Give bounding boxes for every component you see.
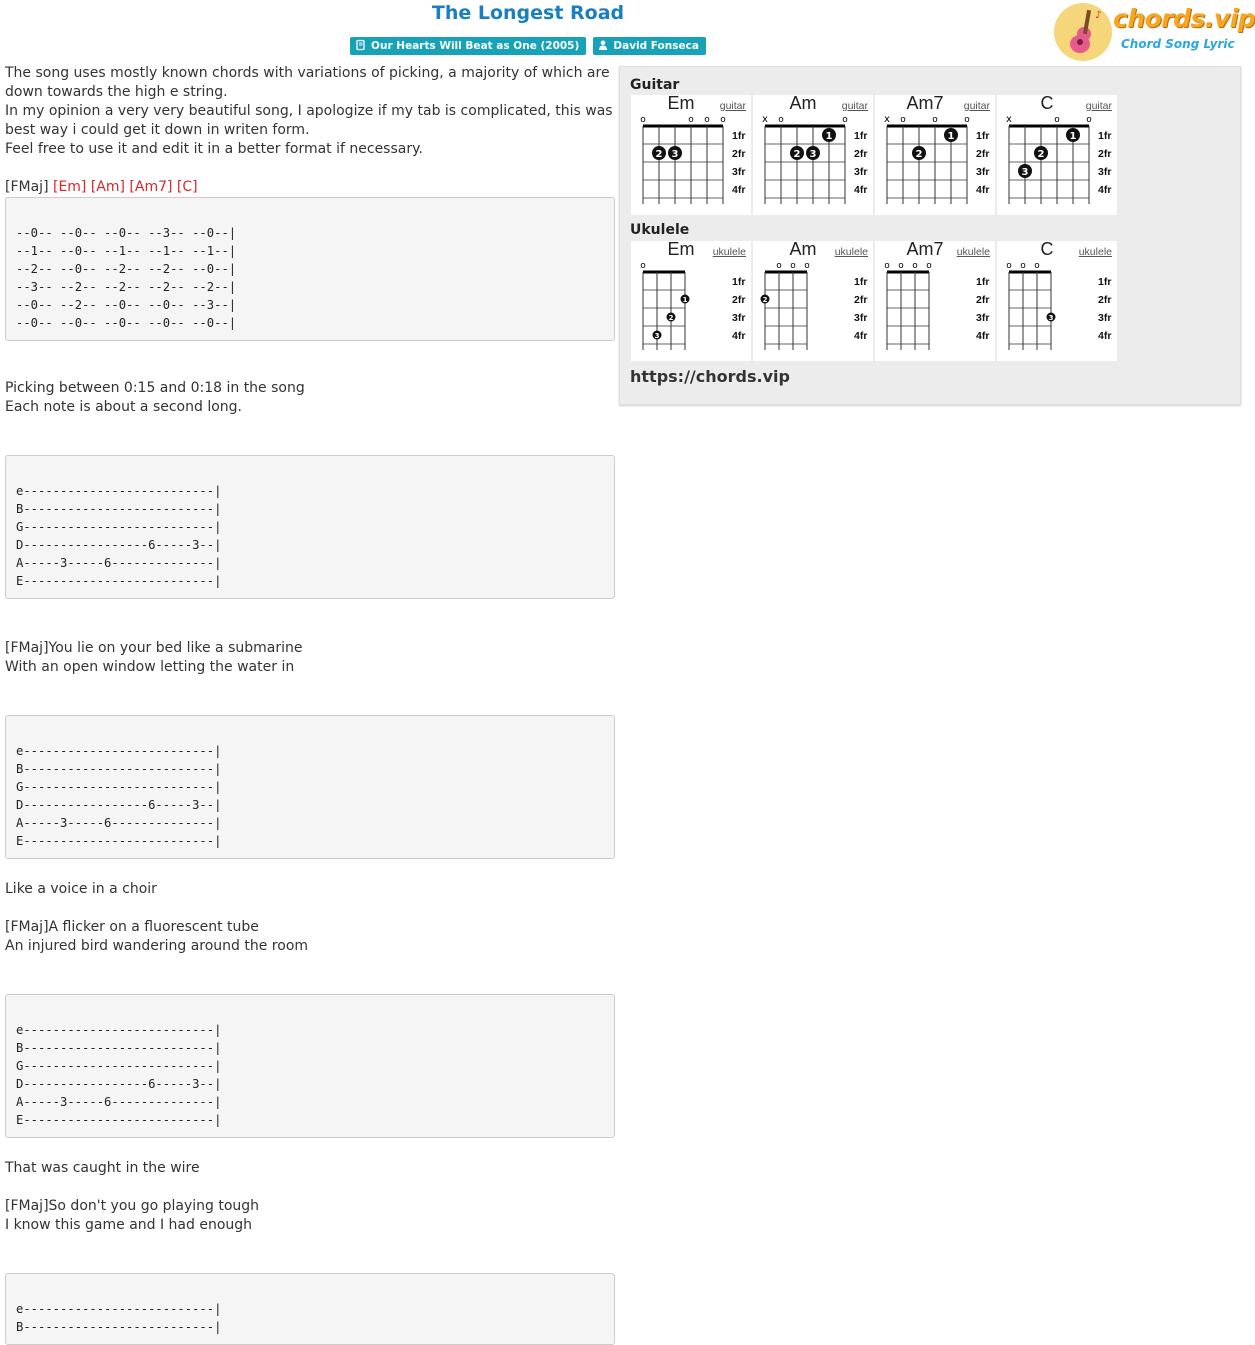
lyric-line: Each note is about a second long.: [5, 399, 242, 415]
finger-number: 1: [825, 131, 833, 142]
artist-badge[interactable]: [593, 37, 706, 55]
open-string-marker: o: [1086, 115, 1092, 125]
open-string-marker: o: [720, 115, 726, 125]
fret-number-label: 4fr: [732, 184, 746, 196]
finger-number: 3: [1048, 314, 1054, 322]
finger-number: 1: [947, 131, 955, 142]
artist-badge-label: David Fonseca: [613, 40, 699, 52]
fret-number-label: 1fr: [1098, 276, 1112, 288]
album-badge-label: Our Hearts Will Beat as One (2005): [371, 40, 580, 52]
muted-string-marker: x: [884, 114, 890, 125]
user-icon: [599, 40, 607, 50]
chord-diagram-am7[interactable]: [875, 241, 995, 361]
instrument-link[interactable]: ukulele: [1078, 246, 1112, 258]
fretboard-diagram: [631, 95, 751, 215]
chord-diagram-am7[interactable]: [875, 95, 995, 215]
fretboard-diagram: [875, 241, 995, 361]
fretboard-diagram: [997, 241, 1117, 361]
lyric-line: An injured bird wandering around the room: [5, 938, 309, 954]
fret-number-label: 4fr: [732, 330, 746, 342]
chord-diagram-name: Am7: [906, 239, 944, 259]
intro-line: The song uses mostly known chords with variations of picking, a majority of which are down towards the high e string.: [5, 65, 610, 100]
fret-number-label: 1fr: [976, 130, 990, 142]
fretboard-diagram: [875, 95, 995, 215]
fret-number-label: 2fr: [1098, 294, 1112, 306]
instrument-link[interactable]: guitar: [1085, 100, 1112, 112]
fret-number-label: 1fr: [732, 130, 746, 142]
intro-line: In my opinion a very very beautiful song, I apologize if my tab is complicated, this was best way i could get it down in writen form.: [5, 103, 613, 138]
badge-row: [0, 34, 1056, 55]
fret-number-label: 3fr: [976, 166, 990, 178]
fret-number-label: 4fr: [1098, 184, 1112, 196]
fret-number-label: 1fr: [732, 276, 746, 288]
chord-diagram-c[interactable]: [997, 241, 1117, 361]
intro-line: Feel free to use it and edit it in a better format if necessary.: [5, 141, 423, 157]
open-string-marker: o: [900, 115, 906, 125]
tab-block: e--------------------------| B--------------------------| G--------------------------| D-----------------6-----3--| A-----3-----6--------------| E--------------------------|: [5, 715, 615, 859]
open-string-marker: o: [884, 261, 890, 271]
instrument-link[interactable]: ukulele: [956, 246, 990, 258]
open-string-marker: o: [912, 261, 918, 271]
guitar-label: Guitar: [630, 77, 680, 93]
fret-number-label: 2fr: [976, 294, 990, 306]
fret-number-label: 3fr: [854, 312, 868, 324]
instrument-link[interactable]: guitar: [719, 100, 746, 112]
open-string-marker: o: [790, 261, 796, 271]
fret-number-label: 1fr: [1098, 130, 1112, 142]
open-string-marker: o: [926, 261, 932, 271]
open-string-marker: o: [704, 115, 710, 125]
fret-number-label: 3fr: [732, 166, 746, 178]
finger-number: 2: [1037, 149, 1045, 160]
chord-diagram-c[interactable]: [997, 95, 1117, 215]
chord-diagram-am[interactable]: [753, 95, 873, 215]
chord-diagram-name: C: [1040, 93, 1054, 113]
chord-names[interactable]: [Em] [Am] [Am7] [C]: [52, 179, 198, 195]
chord-line-prefix: [FMaj]: [5, 179, 49, 195]
chord-diagram-name: Am: [789, 239, 817, 259]
fret-number-label: 2fr: [732, 294, 746, 306]
lyric-line: With an open window letting the water in: [5, 659, 295, 675]
fret-number-label: 1fr: [976, 276, 990, 288]
page-title: The Longest Road: [431, 2, 625, 24]
chord-diagram-name: Em: [667, 93, 695, 113]
chord-diagram-name: C: [1040, 239, 1054, 259]
tab-block: e--------------------------| B--------------------------| G--------------------------| D-----------------6-----3--| A-----3-----6--------------| E--------------------------|: [5, 455, 615, 599]
chord-diagram-em[interactable]: [631, 95, 751, 215]
fret-number-label: 4fr: [854, 330, 868, 342]
fret-number-label: 4fr: [1098, 330, 1112, 342]
tab-block: e--------------------------| B--------------------------|: [5, 1273, 615, 1345]
tab-block: e--------------------------| B--------------------------| G--------------------------| D-----------------6-----3--| A-----3-----6--------------| E--------------------------|: [5, 994, 615, 1138]
site-url-link[interactable]: https://chords.vip: [630, 367, 790, 386]
chord-diagrams-panel: [619, 66, 1241, 405]
open-string-marker: o: [1034, 261, 1040, 271]
open-string-marker: o: [932, 115, 938, 125]
fret-number-label: 4fr: [976, 330, 990, 342]
fret-number-label: 4fr: [854, 184, 868, 196]
tab-block: --0-- --0-- --0-- --3-- --0--| --1-- --0-- --1-- --1-- --1--| --2-- --0-- --2-- --2-- --0--| --3-- --2-- --2-- --2-- --2--| --0-- --2-- --0-- --0-- --3--| --0-- --0-- --0-- --0-- --0--|: [5, 197, 615, 341]
fret-number-label: 2fr: [1098, 148, 1112, 160]
chord-diagram-name: Am: [789, 93, 817, 113]
fret-number-label: 3fr: [854, 166, 868, 178]
lyric-line: [FMaj]A flicker on a fluorescent tube: [5, 919, 259, 935]
finger-number: 3: [809, 149, 817, 160]
open-string-marker: o: [688, 115, 694, 125]
instrument-link[interactable]: ukulele: [834, 246, 868, 258]
open-string-marker: o: [778, 115, 784, 125]
fret-number-label: 3fr: [732, 312, 746, 324]
ukulele-label: Ukulele: [630, 222, 690, 238]
fret-number-label: 2fr: [854, 148, 868, 160]
open-string-marker: o: [640, 115, 646, 125]
finger-number: 2: [793, 149, 801, 160]
fret-number-label: 3fr: [1098, 166, 1112, 178]
finger-number: 3: [654, 332, 660, 340]
ukulele-logo-icon: [1053, 2, 1113, 62]
svg-text:♪: ♪: [1095, 10, 1102, 21]
fret-number-label: 2fr: [732, 148, 746, 160]
finger-number: 3: [1021, 167, 1029, 178]
site-logo[interactable]: [1053, 2, 1255, 64]
finger-number: 1: [1069, 131, 1077, 142]
open-string-marker: o: [776, 261, 782, 271]
chord-line: [5, 178, 615, 197]
chord-diagram-em[interactable]: [631, 241, 751, 361]
open-string-marker: o: [842, 115, 848, 125]
open-string-marker: o: [1006, 261, 1012, 271]
book-icon: [356, 40, 365, 50]
lyric-line: [FMaj]So don't you go playing tough: [5, 1198, 260, 1214]
open-string-marker: o: [1020, 261, 1026, 271]
open-string-marker: o: [640, 261, 646, 271]
fret-number-label: 4fr: [976, 184, 990, 196]
finger-number: 2: [668, 314, 674, 322]
muted-string-marker: x: [1006, 114, 1012, 125]
fret-number-label: 3fr: [1098, 312, 1112, 324]
chord-diagram-name: Am7: [906, 93, 944, 113]
fretboard-diagram: [753, 241, 873, 361]
open-string-marker: o: [804, 261, 810, 271]
fret-number-label: 1fr: [854, 276, 868, 288]
fretboard-diagram: [631, 241, 751, 361]
instrument-link[interactable]: ukulele: [712, 246, 746, 258]
album-badge[interactable]: [350, 37, 586, 55]
finger-number: 2: [915, 149, 923, 160]
fretboard-diagram: [997, 95, 1117, 215]
open-string-marker: o: [1054, 115, 1060, 125]
chord-diagram-name: Em: [667, 239, 695, 259]
finger-number: 1: [682, 296, 688, 304]
song-content: [5, 64, 615, 1345]
fret-number-label: 3fr: [976, 312, 990, 324]
finger-number: 2: [762, 296, 768, 304]
fretboard-diagram: [753, 95, 873, 215]
instrument-link[interactable]: guitar: [963, 100, 990, 112]
fret-number-label: 1fr: [854, 130, 868, 142]
finger-number: 2: [655, 149, 663, 160]
lyric-line: Picking between 0:15 and 0:18 in the song: [5, 380, 305, 396]
fret-number-label: 2fr: [854, 294, 868, 306]
instrument-link[interactable]: guitar: [841, 100, 868, 112]
fret-number-label: 2fr: [976, 148, 990, 160]
open-string-marker: o: [898, 261, 904, 271]
lyric-line: [FMaj]You lie on your bed like a submarine: [5, 640, 303, 656]
open-string-marker: o: [964, 115, 970, 125]
logo-text: chords.vip: [1113, 4, 1255, 33]
muted-string-marker: x: [762, 114, 768, 125]
chord-diagram-am[interactable]: [753, 241, 873, 361]
lyric-line: I know this game and I had enough: [5, 1217, 253, 1233]
lyric-line: Like a voice in a choir: [5, 881, 157, 897]
lyric-line: That was caught in the wire: [5, 1160, 200, 1176]
finger-number: 3: [671, 149, 679, 160]
logo-subtitle: Chord Song Lyric: [1121, 37, 1235, 51]
